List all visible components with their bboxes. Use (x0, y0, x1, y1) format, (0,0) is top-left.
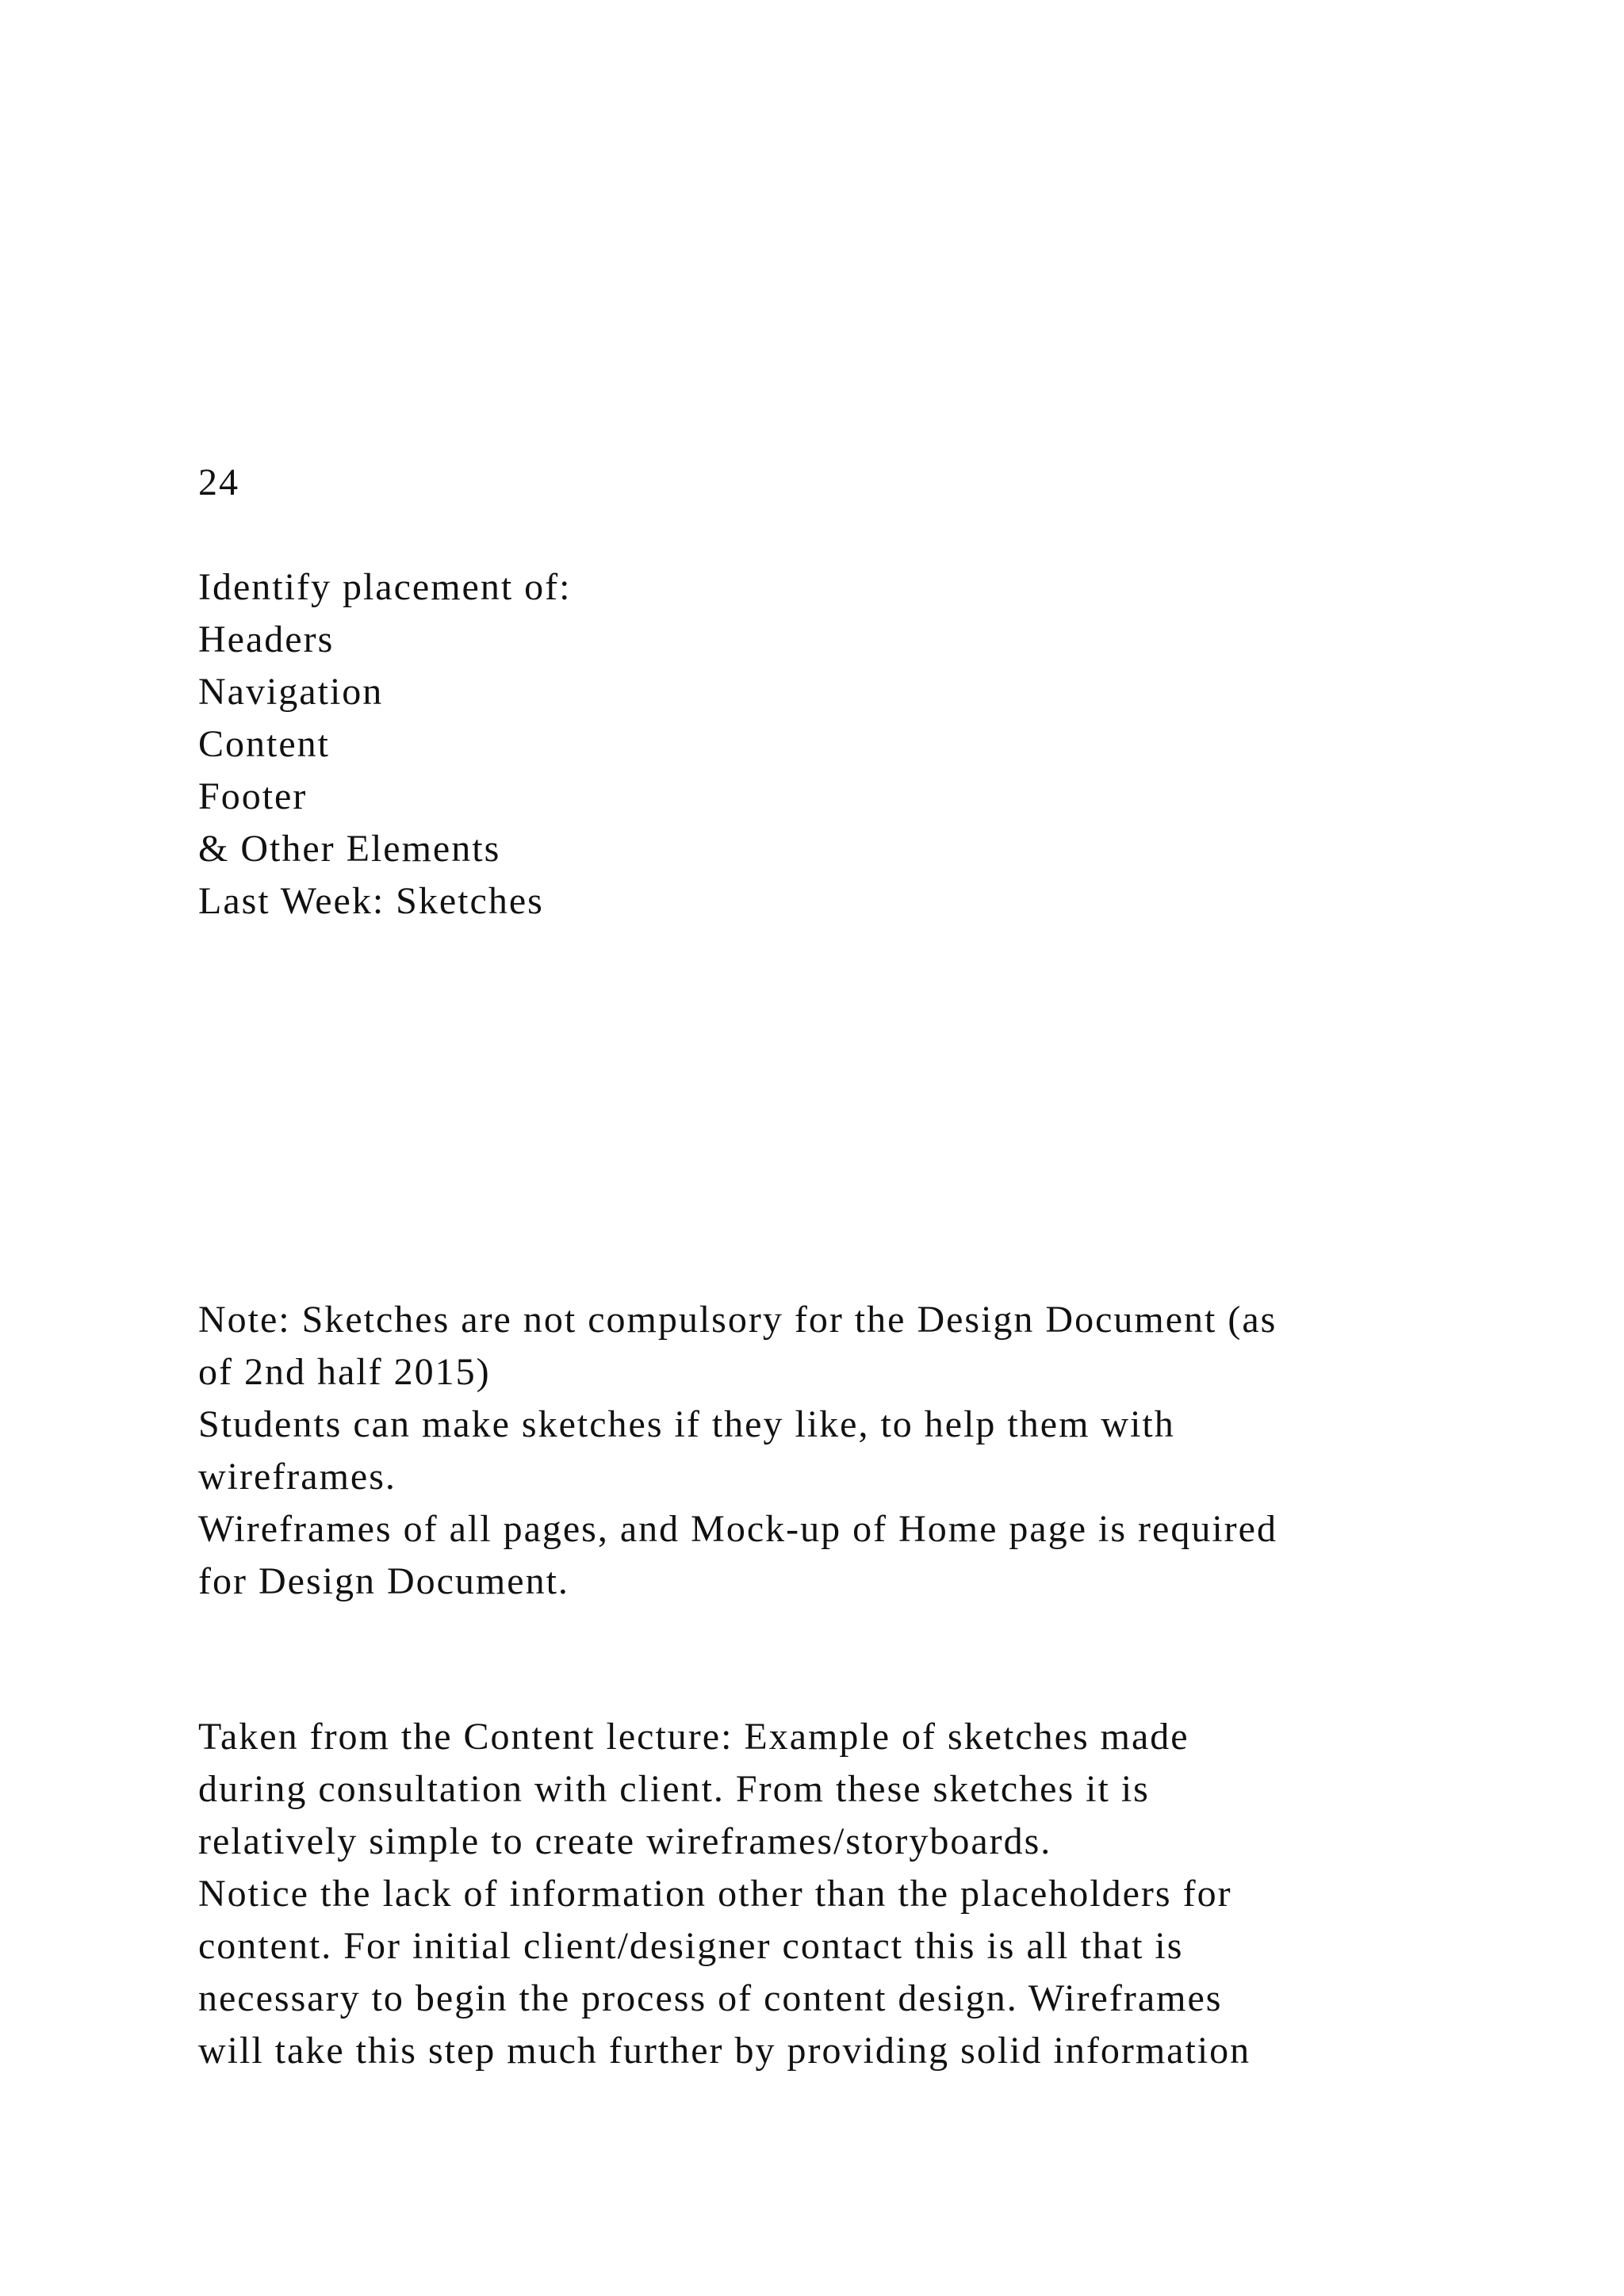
lecture-line: Taken from the Content lecture: Example of sketches made (198, 1716, 1189, 1758)
last-week-label: Last Week: Sketches (198, 880, 544, 922)
lecture-line: necessary to begin the process of content design. Wireframes (198, 1977, 1223, 2019)
note-line: for Design Document. (198, 1560, 569, 1602)
lecture-line: content. For initial client/designer contact this is all that is (198, 1925, 1184, 1967)
placement-item-other-elements: & Other Elements (198, 828, 501, 870)
page-number (198, 457, 1483, 509)
note-line: wireframes. (198, 1456, 396, 1498)
placement-heading: Identify placement of: (198, 566, 572, 608)
placement-item-footer: Footer (198, 775, 308, 817)
lecture-line: Notice the lack of information other than the placeholders for (198, 1873, 1232, 1915)
lecture-line: relatively simple to create wireframes/storyboards. (198, 1820, 1052, 1862)
page-number-text: 24 (198, 461, 239, 503)
lecture-line: will take this step much further by providing solid information (198, 2030, 1251, 2072)
lecture-paragraph (198, 1711, 1483, 2077)
note-line: Note: Sketches are not compulsory for the Design Document (as (198, 1299, 1277, 1341)
placement-list (198, 561, 1483, 928)
note-line: of 2nd half 2015) (198, 1351, 491, 1393)
note-line: Students can make sketches if they like, to help them with (198, 1403, 1175, 1445)
note-paragraph (198, 1294, 1483, 1608)
placement-item-content: Content (198, 723, 330, 765)
note-line: Wireframes of all pages, and Mock-up of Home page is required (198, 1508, 1277, 1550)
lecture-line: during consultation with client. From these sketches it is (198, 1768, 1150, 1810)
placement-item-navigation: Navigation (198, 671, 384, 713)
placement-item-headers: Headers (198, 618, 335, 660)
